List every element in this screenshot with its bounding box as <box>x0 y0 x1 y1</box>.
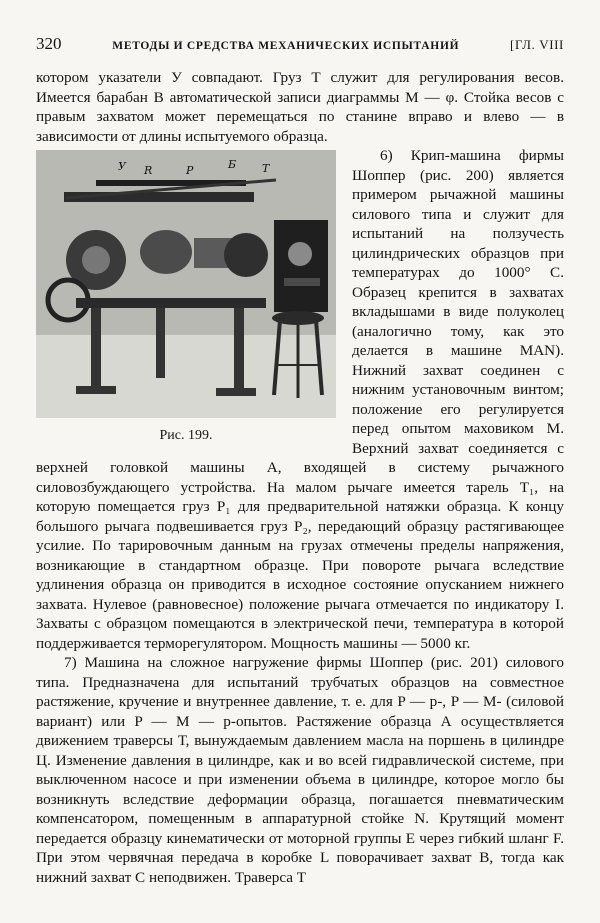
creep-machine-illustration <box>36 150 336 418</box>
machine-photo <box>36 150 336 418</box>
figure-199 <box>36 150 336 447</box>
paragraph-complex-loading-machine: 7) Машина на сложное нагружение фирмы Шоппер (рис. 201) силового типа. Предназначена для испытаний трубчатых образцов на совместное растяжение, кручение и внутреннее давление, т. е. для P — p-, P — M- (силовой вариант) или P — M — p-опытов. Растяжение образца А осуществляется движением траверсы Т, вынуждаемым давлением масла на поршень в цилиндре Ц. Изменение давления в цилиндре, как и во всей гидравлической системе, при выключенном насосе и при изменении объема в цилиндре, которое могло бы возникнуть вследствие деформации образца, погашается пневматическим компенсатором, помещенным в аппаратурной стойке N. Крутящий момент передается образцу кинематически от моторной группы Е через гибкий шланг F. При этом червячная передача в коробке L поворачивает захват В, тогда как нижний захват С неподвижен. Траверса Т <box>36 654 564 886</box>
page-number: 320 <box>36 34 62 53</box>
label-u: У <box>118 160 126 173</box>
page-body <box>36 68 564 887</box>
label-t: Т <box>262 162 270 175</box>
paragraph-creep-machine: 6) Крип-машина фирмы Шоппер (рис. 200) является примером рычажной машины силового типа и служит для испытаний на ползучесть цилиндрических образцов при температурах до 1000° С. Образец крепится в захватах вкладышами в виде полуколец (аналогично тому, как это делается в машине MAN). Нижний захват соединен с нижним установочным винтом; положение его регулируется перед опытом маховиком М. Верхний захват соединяется с верхней головкой машины А, входящей в систему рычажного силовозбуждающего устройства. На малом рычаге имеется тарель T₁, на которую помещается груз P₁ для предварительной натяжки образца. К концу большого рычага подвешивается груз P₂, передающий образцу растягивающее усилие. По тарировочным данным на грузах отмечены пределы напряжения, возникающие в стандартном образце. При повороте рычага вследствие удлинения образца он приводится в исходное состояние опусканием нижнего захвата. Нулевое (равновесное) положение рычага отмечается по индикатору I. Захваты с образцом помещаются в электрической печи, температура в которой поддерживается терморегулятором. Мощность машины — 5000 кг. <box>36 147 564 652</box>
running-title: МЕТОДЫ И СРЕДСТВА МЕХАНИЧЕСКИХ ИСПЫТАНИЙ <box>112 40 460 52</box>
label-p: Р <box>186 164 194 177</box>
chapter-marker: [ГЛ. VIII <box>510 37 564 52</box>
figure-caption: Рис. 199. <box>159 428 213 443</box>
page-header <box>36 34 564 54</box>
label-r: R <box>144 164 153 177</box>
label-b: Б <box>228 158 237 171</box>
paragraph-intro: котором указатели У совпадают. Груз Т служит для регулирования весов. Имеется барабан В автоматической записи диаграммы М — φ. Стойка весов с правым захватом может перемещаться по станине вправо и влево — в зависимости от длины испытуемого образца. <box>36 69 564 145</box>
